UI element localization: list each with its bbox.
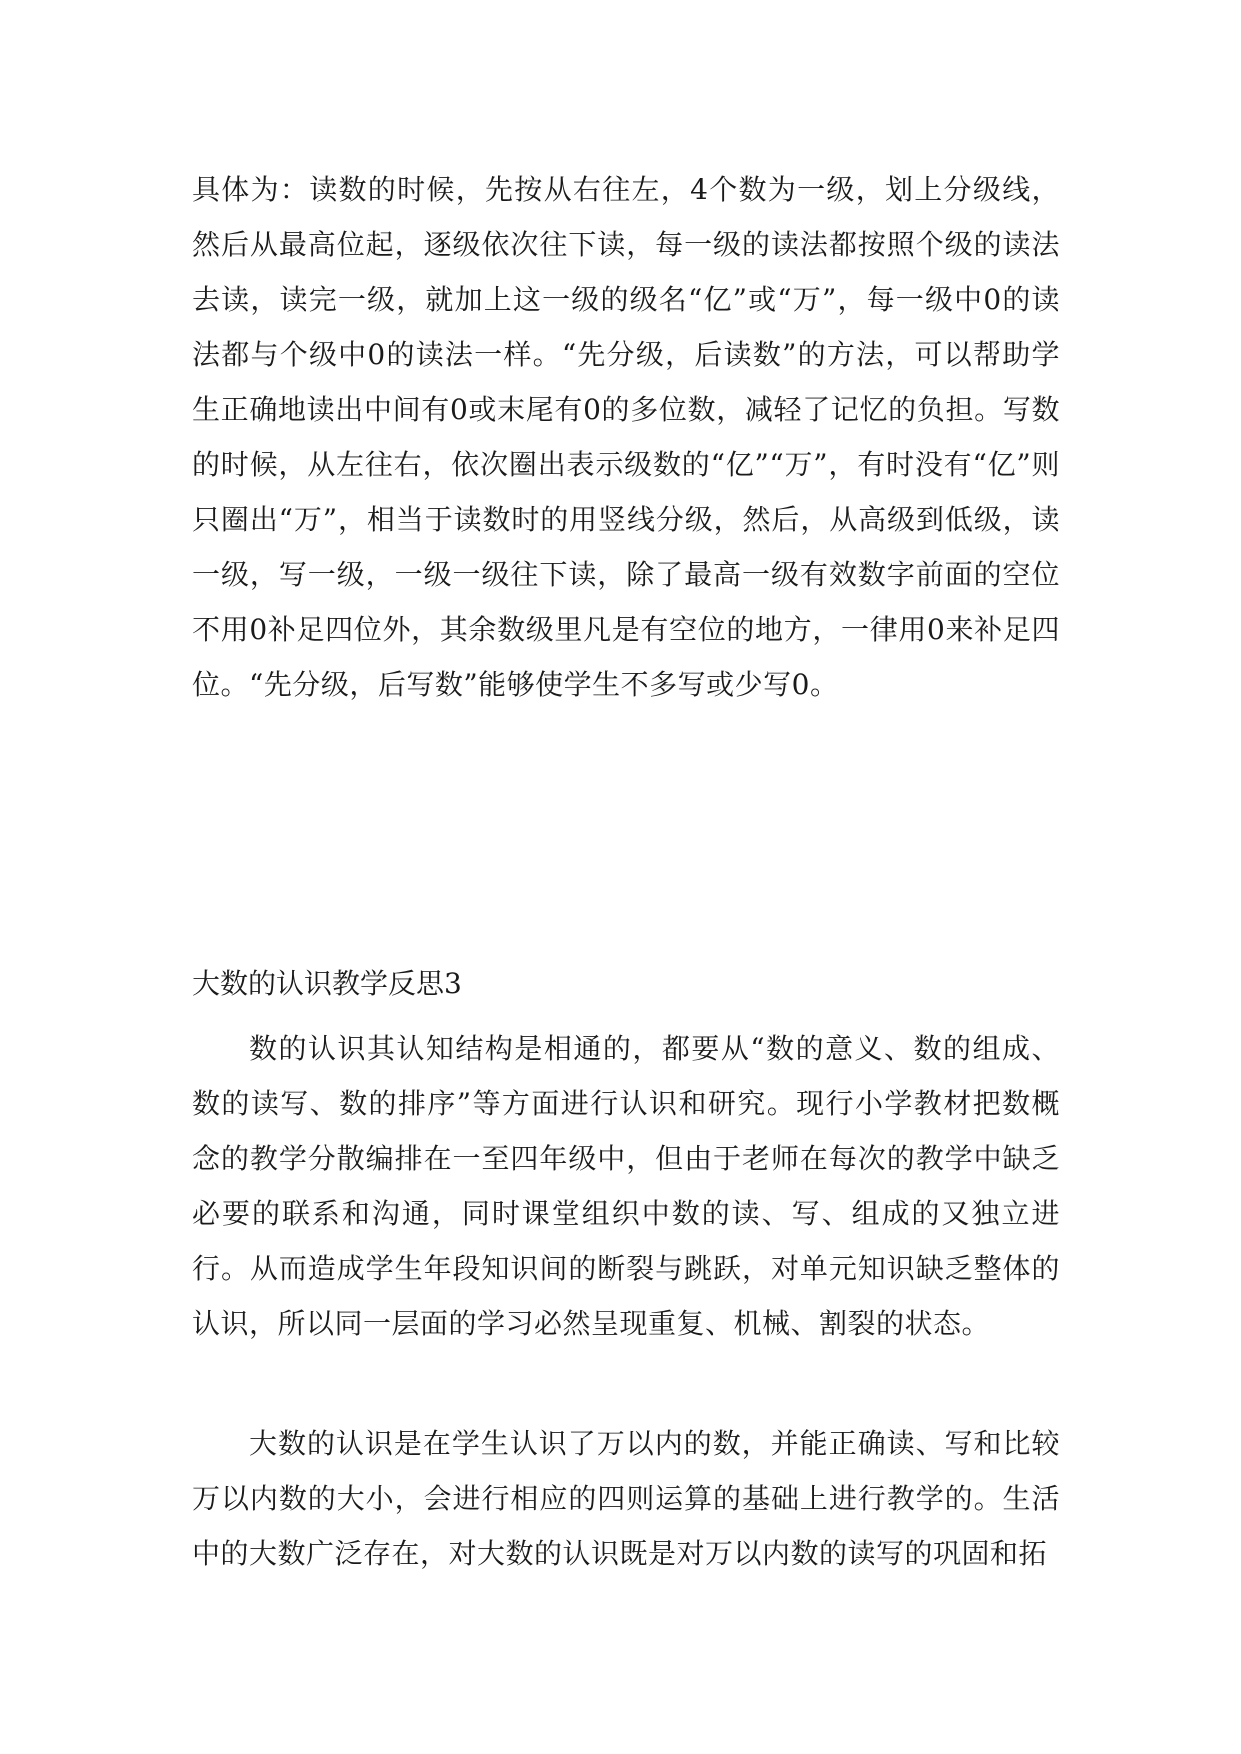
paragraph-number-cognition: 数的认识其认知结构是相通的，都要从“数的意义、数的组成、数的读写、数的排序”等方面进行认识和研究。现行小学教材把数概念的教学分散编排在一至四年级中，但由于老师在每次的教学中缺乏必要的联系和沟通，同时课堂组织中数的读、写、组成的又独立进行。从而造成学生年段知识间的断裂与跳跃，对单元知识缺乏整体的认识，所以同一层面的学习必然呈现重复、机械、割裂的状态。	[192, 1032, 1060, 1340]
paragraph-reading-writing-method: 具体为：读数的时候，先按从右往左，4个数为一级，划上分级线，然后从最高位起，逐级依次往下读，每一级的读法都按照个级的读法去读，读完一级，就加上这一级的级名“亿”或“万”，每一级中0的读法都与个级中0的读法一样。“先分级，后读数”的方法，可以帮助学生正确地读出中间有0或末尾有0的多位数，减轻了记忆的负担。写数的时候，从左往右，依次圈出表示级数的“亿”“万”，有时没有“亿”则只圈出“万”，相当于读数时的用竖线分级，然后，从高级到低级，读一级，写一级，一级一级往下读，除了最高一级有效数字前面的空位不用0补足四位外，其余数级里凡是有空位的地方，一律用0来补足四位。“先分级，后写数”能够使学生不多写或少写0。	[192, 173, 1060, 701]
paragraph-large-number-intro: 大数的认识是在学生认识了万以内的数，并能正确读、写和比较万以内数的大小，会进行相应的四则运算的基础上进行教学的。生活中的大数广泛存在，对大数的认识既是对万以内数的读写的巩固和拓	[192, 1427, 1060, 1570]
section-heading: 大数的认识教学反思3	[192, 967, 462, 1000]
